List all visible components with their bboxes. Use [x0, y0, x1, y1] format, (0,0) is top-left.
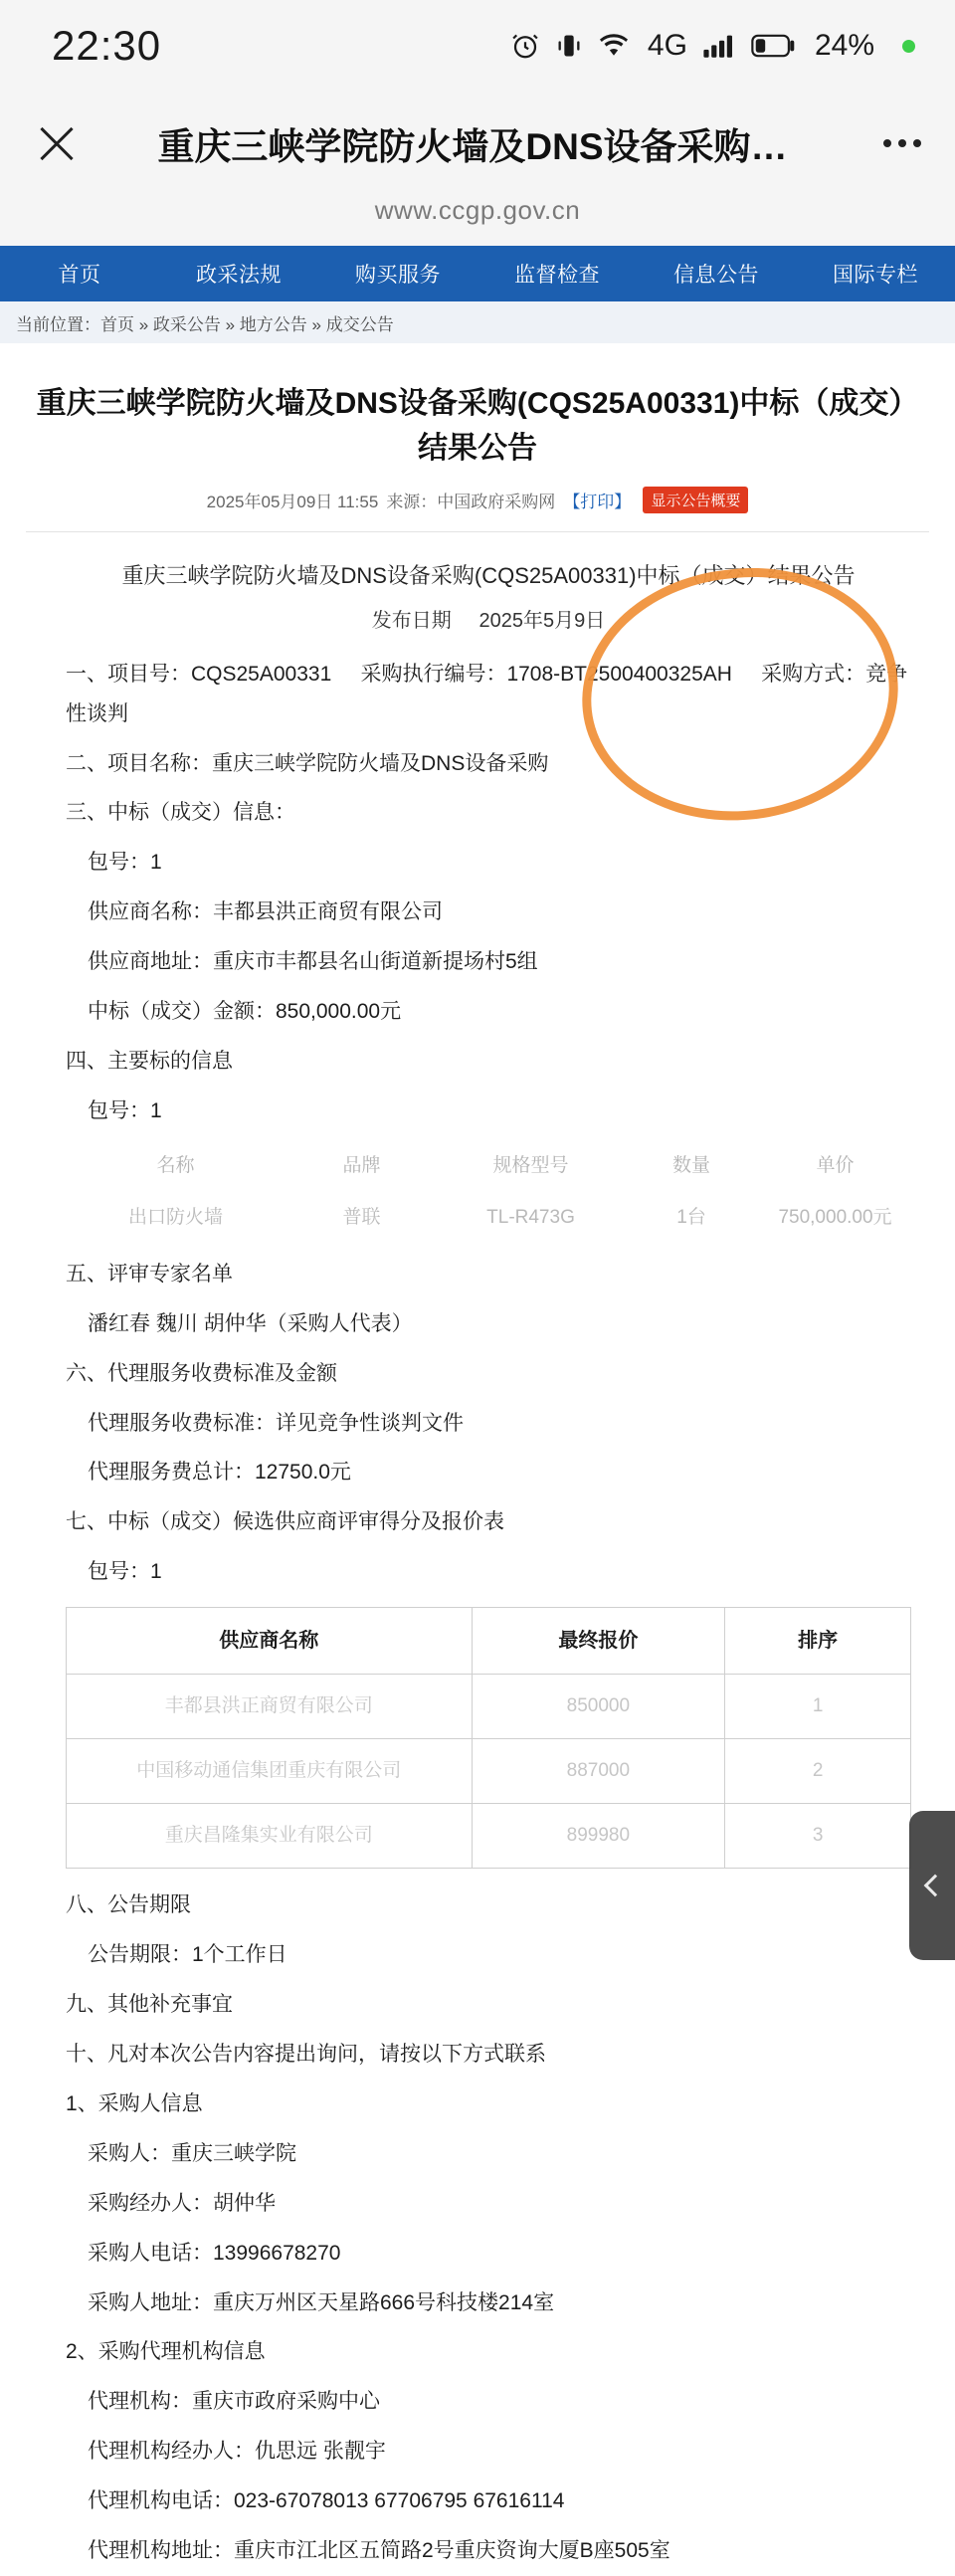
bid-col-final-price: 最终报价	[472, 1608, 725, 1675]
body-line: 六、代理服务收费标准及金额	[66, 1361, 337, 1385]
bid-cell-supplier: 重庆昌隆集实业有限公司	[67, 1804, 473, 1869]
breadcrumb	[0, 301, 955, 343]
vibrate-icon	[556, 32, 582, 60]
body-line: 代理机构电话：023-67078013 67706795 67616114	[88, 2489, 565, 2513]
spec-col-price: 单价	[816, 1154, 855, 1176]
chevron-left-icon	[924, 1875, 947, 1897]
document-content	[0, 343, 955, 2576]
status-time: 22:30	[52, 22, 162, 69]
breadcrumb-text: 当前位置：首页 » 政采公告 » 地方公告 » 成交公告	[16, 314, 394, 334]
table-header-row	[66, 1140, 911, 1192]
wifi-icon	[598, 33, 630, 59]
status-bar	[0, 0, 955, 92]
page-title: 重庆三峡学院防火墙及DNS设备采购…	[157, 126, 788, 167]
body-line: 采购人电话：13996678270	[88, 2241, 341, 2265]
body-line: 七、中标（成交）候选供应商评审得分及报价表	[66, 1510, 504, 1534]
nav-item-purchase-service[interactable]: 购买服务	[355, 264, 441, 287]
table-header-row	[67, 1608, 911, 1675]
body-line: 潘红春 魏川 胡仲华（采购人代表）	[88, 1311, 413, 1335]
nav-item-regulations[interactable]: 政采法规	[196, 264, 282, 287]
battery-icon	[751, 33, 797, 59]
body-line: 九、其他补充事宜	[66, 1993, 233, 2017]
body-line: 一、项目号：CQS25A00331 采购执行编号：1708-BT2500400325AH 采购方式：竞争性谈判	[66, 662, 908, 725]
spec-col-qty: 数量	[671, 1154, 710, 1176]
body-inner-title: 重庆三峡学院防火墙及DNS设备采购(CQS25A00331)中标（成交）结果公告	[121, 563, 856, 588]
announcement-title: 重庆三峡学院防火墙及DNS设备采购(CQS25A00331)中标（成交）结果公告	[36, 387, 919, 465]
bid-cell-supplier: 中国移动通信集团重庆有限公司	[67, 1739, 473, 1804]
spec-col-name: 名称	[156, 1154, 195, 1176]
spec-cell-brand: 普联	[342, 1206, 381, 1228]
bid-col-rank: 排序	[725, 1608, 911, 1675]
nav-item-home[interactable]: 首页	[58, 264, 101, 287]
signal-bars-icon	[703, 33, 735, 59]
divider	[26, 531, 929, 532]
battery-percent-label: 24%	[814, 29, 874, 62]
bid-cell-rank: 2	[725, 1739, 911, 1804]
body-line: 十、凡对本次公告内容提出询问，请按以下方式联系	[66, 2043, 546, 2067]
announcement-meta	[26, 487, 929, 525]
body-line: 包号：1	[88, 1560, 162, 1584]
spec-cell-price: 750,000.00元	[778, 1206, 892, 1228]
recording-indicator-icon	[902, 40, 915, 53]
summary-badge[interactable]: 显示公告概要	[643, 487, 748, 513]
spec-col-brand: 品牌	[342, 1154, 381, 1176]
source-label: 来源：中国政府采购网	[386, 493, 556, 511]
bid-cell-price: 899980	[472, 1804, 725, 1869]
spec-cell-name: 出口防火墙	[127, 1206, 223, 1228]
publish-date-label: 发布日期	[371, 609, 452, 632]
body-line: 1、采购人信息	[66, 2091, 203, 2115]
bid-cell-rank: 1	[725, 1675, 911, 1739]
body-publish-line	[66, 602, 911, 650]
bid-cell-price: 887000	[472, 1739, 725, 1804]
publish-date-value: 2025年5月9日	[478, 609, 606, 632]
body-line: 二、项目名称：重庆三峡学院防火墙及DNS设备采购	[66, 751, 549, 775]
table-row	[67, 1739, 911, 1804]
publish-datetime: 2025年05月09日 11:55	[206, 493, 379, 511]
body-line: 八、公告期限	[66, 1893, 191, 1917]
site-nav	[0, 246, 955, 301]
body-line: 2、采购代理机构信息	[66, 2340, 266, 2364]
body-line: 四、主要标的信息	[66, 1049, 233, 1073]
bid-cell-price: 850000	[472, 1675, 725, 1739]
body-line: 供应商名称：丰都县洪正商贸有限公司	[88, 900, 443, 924]
bid-cell-supplier: 丰都县洪正商贸有限公司	[67, 1675, 473, 1739]
body-line: 公告期限：1个工作日	[88, 1943, 287, 1967]
body-line: 中标（成交）金额：850,000.00元	[88, 1000, 402, 1024]
body-line: 包号：1	[88, 1098, 162, 1122]
body-line: 采购经办人：胡仲华	[88, 2191, 276, 2215]
spec-cell-model: TL-R473G	[486, 1206, 575, 1228]
body-line: 代理服务收费标准：详见竞争性谈判文件	[88, 1411, 464, 1435]
nav-item-supervision[interactable]: 监督检查	[514, 264, 600, 287]
status-icons-group	[510, 29, 915, 63]
back-handle-button[interactable]	[909, 1811, 955, 1960]
body-line: 五、评审专家名单	[66, 1262, 233, 1286]
body-line: 代理机构地址：重庆市江北区五简路2号重庆资询大厦B座505室	[88, 2538, 670, 2562]
bid-cell-rank: 3	[725, 1804, 911, 1869]
close-icon[interactable]	[26, 112, 88, 174]
table-row	[66, 1192, 911, 1244]
body-line: 代理机构：重庆市政府采购中心	[88, 2390, 380, 2414]
body-line: 代理机构经办人：仇思远 张靓宇	[88, 2440, 386, 2464]
url-label: www.ccgp.gov.cn	[0, 195, 955, 246]
nav-item-announcements[interactable]: 信息公告	[673, 264, 759, 287]
body-line: 采购人：重庆三峡学院	[88, 2141, 296, 2165]
alarm-clock-icon	[510, 31, 540, 61]
body-line: 包号：1	[88, 851, 162, 875]
body-line: 代理服务费总计：12750.0元	[88, 1461, 351, 1485]
body-line: 采购人地址：重庆万州区天星路666号科技楼214室	[88, 2290, 555, 2314]
spec-col-model: 规格型号	[492, 1154, 569, 1176]
table-row	[67, 1804, 911, 1869]
body-line: 三、中标（成交）信息：	[66, 801, 295, 825]
network-type-label: 4G	[647, 29, 687, 62]
spec-table	[66, 1140, 911, 1244]
bid-col-supplier: 供应商名称	[67, 1608, 473, 1675]
body-line: 供应商地址：重庆市丰都县名山街道新提场村5组	[88, 950, 538, 974]
nav-item-international[interactable]: 国际专栏	[833, 264, 918, 287]
spec-cell-qty: 1台	[676, 1206, 706, 1228]
table-row	[67, 1675, 911, 1739]
bid-result-table	[66, 1607, 911, 1869]
announcement-body	[26, 550, 929, 2576]
app-header	[0, 92, 955, 195]
print-link[interactable]: 【打印】	[563, 493, 632, 511]
more-options-icon[interactable]	[858, 139, 921, 147]
